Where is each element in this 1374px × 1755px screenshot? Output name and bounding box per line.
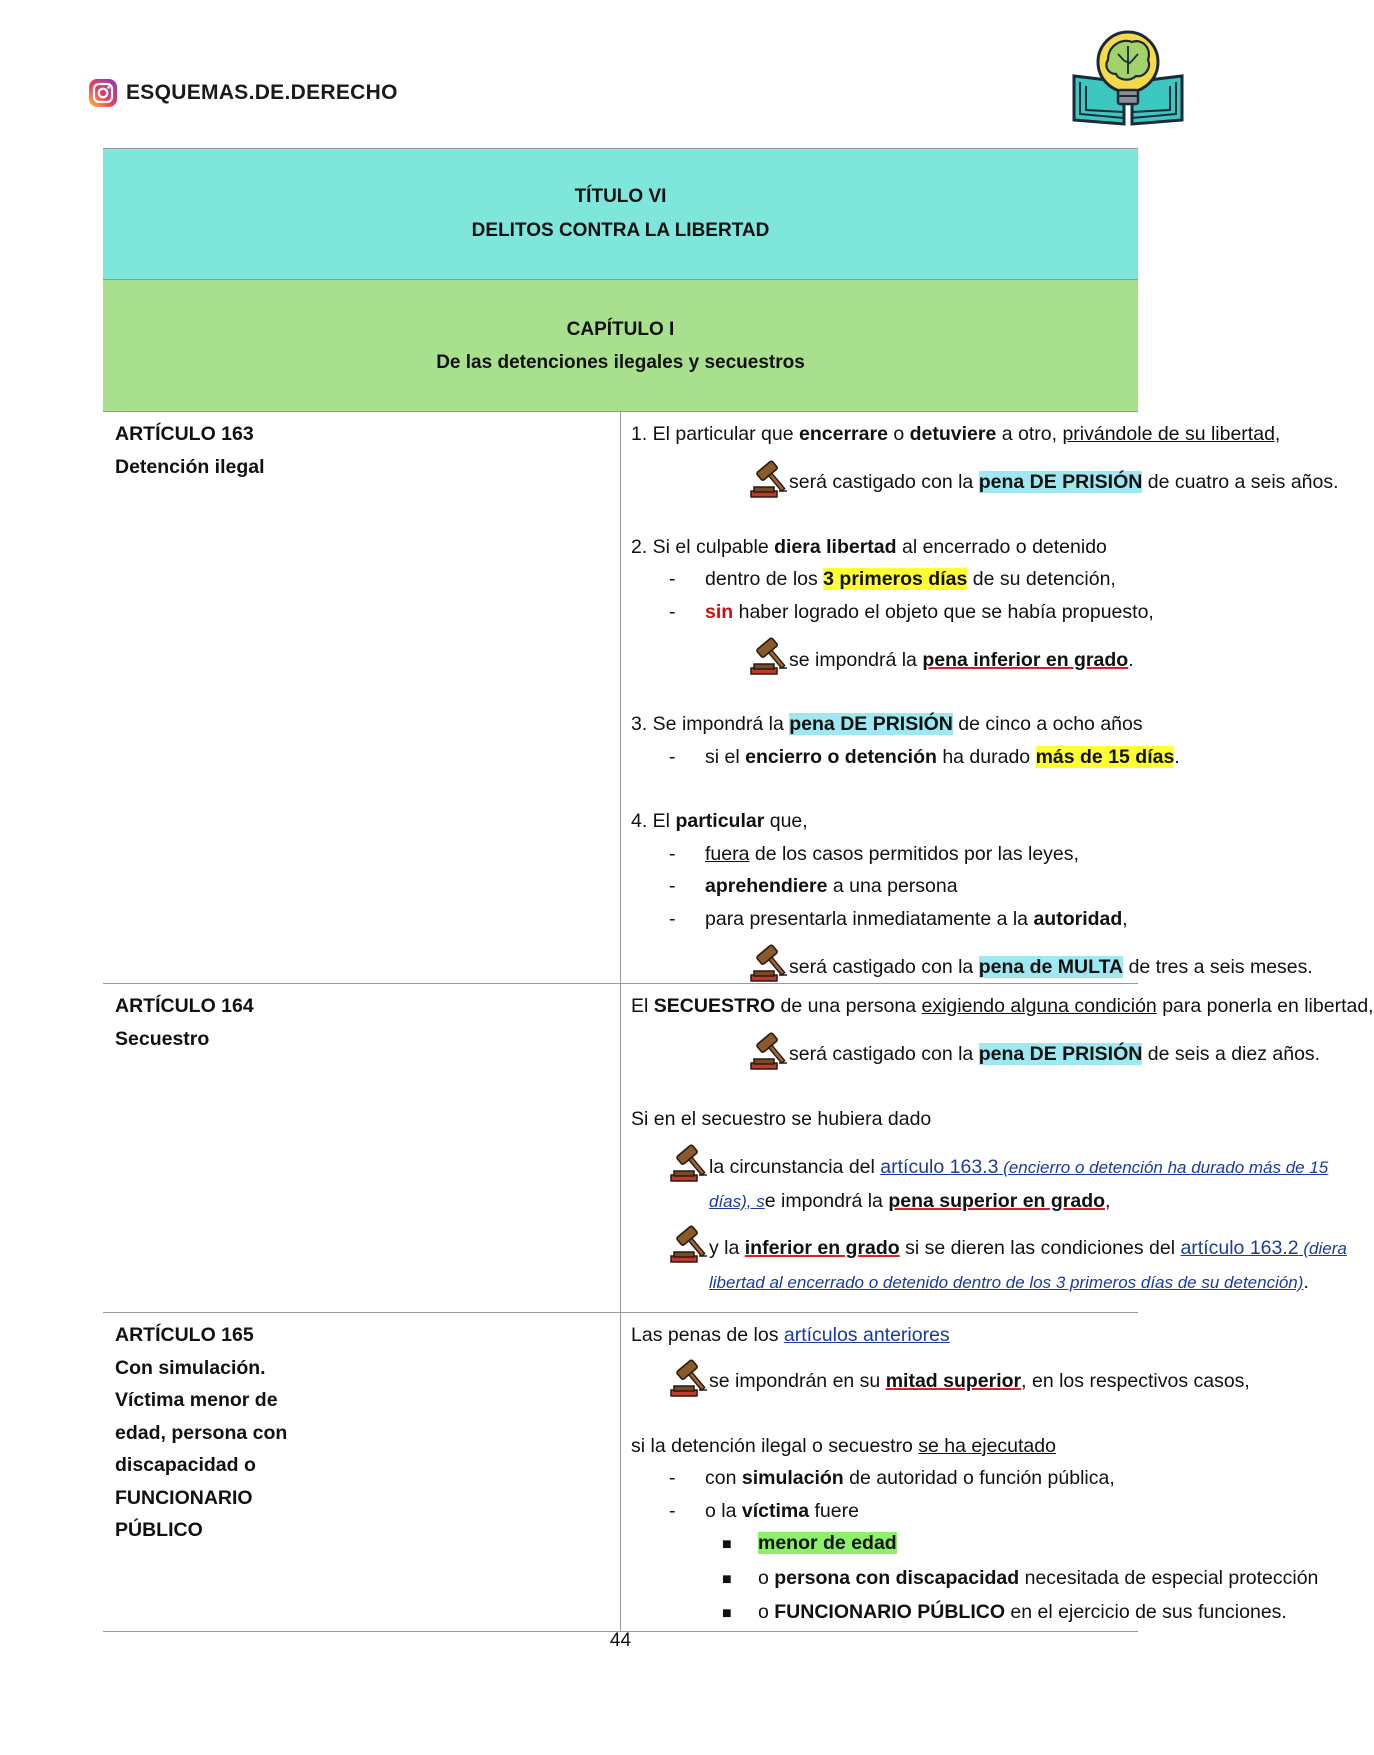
text: será castigado con la (789, 955, 979, 978)
article-164-label (103, 984, 621, 1313)
gavel-icon (749, 943, 789, 983)
gavel-icon (749, 636, 789, 676)
text: se impondrá la (789, 648, 923, 671)
text: simulación (741, 1467, 844, 1489)
text: y la (709, 1237, 745, 1259)
text: necesitada de especial protección (1019, 1566, 1319, 1589)
text: 3. Se impondrá la (631, 713, 790, 735)
penalty-line (631, 1031, 1321, 1071)
title-cell (103, 149, 1138, 280)
text: dentro de los (705, 568, 824, 590)
dash: - (669, 568, 676, 590)
text: , en los respectivos casos, (1021, 1370, 1250, 1392)
title-name: DELITOS CONTRA LA LIBERTAD (471, 220, 770, 241)
dash: - (669, 1467, 676, 1489)
paragraph-1 (631, 418, 1281, 451)
text: persona con discapacidad (774, 1566, 1020, 1589)
text: o (758, 1601, 775, 1623)
text: , (1122, 907, 1128, 930)
text: 2. Si el culpable (631, 535, 775, 558)
article-subheading: Con simulación. (115, 1356, 266, 1379)
page-number: 44 (609, 1630, 632, 1651)
chapter-row (103, 280, 1138, 412)
lightbulb-brain-book-logo (1066, 24, 1190, 130)
articles-link[interactable]: artículos anteriores (783, 1324, 950, 1346)
paragraph-2 (631, 1430, 1130, 1463)
dash: - (669, 600, 676, 623)
text: haber logrado el objeto que se había propuesto, (733, 600, 1154, 623)
title-number: TÍTULO VI (574, 186, 667, 207)
dash: - (669, 842, 676, 865)
text: al encerrado o detenido (896, 535, 1107, 558)
text: si la detención ilegal o secuestro (631, 1434, 919, 1457)
paragraph-2 (631, 531, 1130, 564)
text: . (1128, 648, 1134, 671)
text: . (1174, 745, 1180, 768)
text: 4. El (631, 810, 676, 832)
text: pena DE PRISIÓN (789, 713, 953, 735)
article-164-row (103, 984, 1138, 1313)
bullet: ■ (722, 1570, 732, 1588)
text: ha durado (936, 745, 1036, 768)
article-link[interactable]: artículo 163.3 (880, 1156, 999, 1178)
text: con (705, 1467, 742, 1489)
text: Las penas de los (631, 1324, 784, 1346)
paragraph-1 (631, 990, 1374, 1023)
dash: - (669, 1499, 676, 1522)
article-163-row (103, 412, 1138, 984)
text: de los casos permitidos por las leyes, (749, 842, 1079, 865)
text: , (1105, 1189, 1111, 1212)
gavel-icon (749, 459, 789, 499)
list-item (631, 1462, 1130, 1495)
article-subheading: FUNCIONARIO (115, 1486, 253, 1509)
gavel-icon (669, 1358, 709, 1398)
text: de cuatro a seis años. (1142, 471, 1339, 493)
text: libertad al encerrado o detenido dentro de los 3 primeros días de su detención) (709, 1272, 1304, 1292)
text: aprehendiere (705, 875, 828, 897)
article-subheading: Víctima menor de (115, 1389, 278, 1411)
text: privándole de su libertad, (1062, 423, 1281, 445)
text: o (758, 1566, 775, 1589)
article-subheading: Detención ilegal (115, 455, 265, 478)
bullet-item (631, 1562, 1319, 1597)
bullet-item (631, 1527, 1130, 1562)
text: SECUESTRO (653, 995, 776, 1017)
text: la circunstancia del (709, 1156, 881, 1178)
law-outline-table (103, 148, 1374, 1632)
text: de cinco a ocho años (952, 713, 1143, 735)
brand-header (88, 78, 398, 108)
list-item (631, 1495, 1130, 1528)
text: inferior en grado (744, 1237, 900, 1259)
text: de autoridad o función pública, (843, 1467, 1115, 1489)
text: que, (764, 810, 808, 832)
paragraph-2: Si en el secuestro se hubiera dado (631, 1107, 932, 1130)
penalty-line (631, 459, 1339, 499)
text: si se dieren las condiciones del (899, 1237, 1181, 1259)
text: mitad superior (885, 1370, 1022, 1392)
text: (diera (1298, 1239, 1347, 1258)
text: o la (705, 1499, 742, 1522)
text: víctima (741, 1499, 810, 1522)
text: particular (675, 810, 765, 832)
text: encierro o detención (745, 745, 937, 768)
text: detuviere (909, 423, 997, 445)
article-link[interactable]: artículo 163.2 (1180, 1237, 1299, 1259)
title-row (103, 149, 1138, 280)
paragraph-1 (631, 1319, 1130, 1352)
text: o (887, 423, 910, 445)
text: fuere (809, 1499, 859, 1522)
list-item (631, 563, 1130, 596)
list-item (631, 903, 1130, 936)
text: e impondrá la (764, 1189, 889, 1212)
article-165-label (103, 1313, 621, 1632)
text: . (1303, 1270, 1309, 1293)
paragraph-3 (631, 708, 1143, 741)
bullet: ■ (722, 1605, 732, 1622)
brand-name: ESQUEMAS.DE.DERECHO (126, 81, 398, 104)
text: pena DE PRISIÓN (978, 1043, 1143, 1065)
text: menor de edad (758, 1532, 897, 1554)
gavel-icon (749, 1031, 789, 1071)
text: (encierro o detención ha durado más de 15 (998, 1158, 1329, 1177)
paragraph-4 (631, 805, 1130, 838)
list-item (631, 596, 1154, 629)
dash: - (669, 875, 676, 897)
article-subheading: discapacidad o (115, 1454, 256, 1476)
text: fuera (705, 842, 750, 865)
article-165-body (621, 1313, 1319, 1632)
penalty-line (631, 943, 1313, 983)
text: de seis a diez años. (1142, 1043, 1321, 1065)
chapter-name: De las detenciones ilegales y secuestros (436, 351, 805, 373)
text: encerrare (799, 423, 888, 445)
article-heading: ARTÍCULO 164 (115, 995, 254, 1017)
dash: - (669, 907, 676, 930)
text: autoridad (1033, 907, 1123, 930)
penalty-line (631, 636, 1134, 676)
text: si el (705, 745, 746, 768)
text: 3 primeros días (823, 568, 968, 590)
text: se impondrán en su (709, 1370, 886, 1392)
article-subheading: Secuestro (115, 1027, 210, 1050)
text: días), s (709, 1191, 765, 1211)
article-164-body (621, 984, 1374, 1313)
list-item (631, 838, 1130, 871)
article-165-row (103, 1313, 1138, 1632)
text: El (631, 995, 654, 1017)
article-subheading: edad, persona con (115, 1421, 288, 1444)
text: a otro, (996, 423, 1063, 445)
list-item (631, 870, 1130, 903)
text: de una persona (775, 995, 922, 1017)
text: será castigado con la (789, 1043, 979, 1065)
text: para presentarla inmediatamente a la (705, 907, 1034, 930)
text: a una persona (827, 875, 958, 897)
text: para ponerla en libertad, (1156, 995, 1374, 1017)
text: de tres a seis meses. (1123, 955, 1313, 978)
penalty-line (631, 1143, 1329, 1218)
text: 1. El particular que (631, 423, 800, 445)
article-163-body (621, 412, 1339, 984)
text: en el ejercicio de sus funciones. (1005, 1601, 1287, 1623)
penalty-line (631, 1224, 1347, 1299)
penalty-line (631, 1358, 1250, 1398)
gavel-icon (669, 1224, 709, 1264)
text: diera libertad (774, 535, 897, 558)
bullet-item (631, 1596, 1287, 1631)
chapter-cell (103, 280, 1138, 412)
article-heading: ARTÍCULO 165 (115, 1324, 254, 1346)
text: exigiendo alguna condición (921, 995, 1157, 1017)
text: será castigado con la (789, 471, 979, 493)
article-163-label (103, 412, 621, 984)
text: pena inferior en grado (922, 648, 1129, 671)
instagram-icon (88, 78, 118, 108)
text: pena de MULTA (978, 955, 1124, 978)
bullet: ■ (722, 1536, 732, 1553)
gavel-icon (669, 1143, 709, 1183)
dash: - (669, 745, 676, 768)
text: FUNCIONARIO PÚBLICO (774, 1601, 1006, 1623)
chapter-number: CAPÍTULO I (566, 318, 675, 340)
text: de su detención, (967, 568, 1116, 590)
article-subheading: PÚBLICO (115, 1519, 203, 1541)
article-heading: ARTÍCULO 163 (115, 423, 254, 445)
list-item (631, 741, 1180, 774)
text: más de 15 días (1035, 745, 1175, 768)
text: se ha ejecutado (918, 1434, 1056, 1457)
text: sin (705, 600, 734, 623)
text: pena DE PRISIÓN (978, 471, 1143, 493)
text: pena superior en grado (888, 1189, 1106, 1212)
